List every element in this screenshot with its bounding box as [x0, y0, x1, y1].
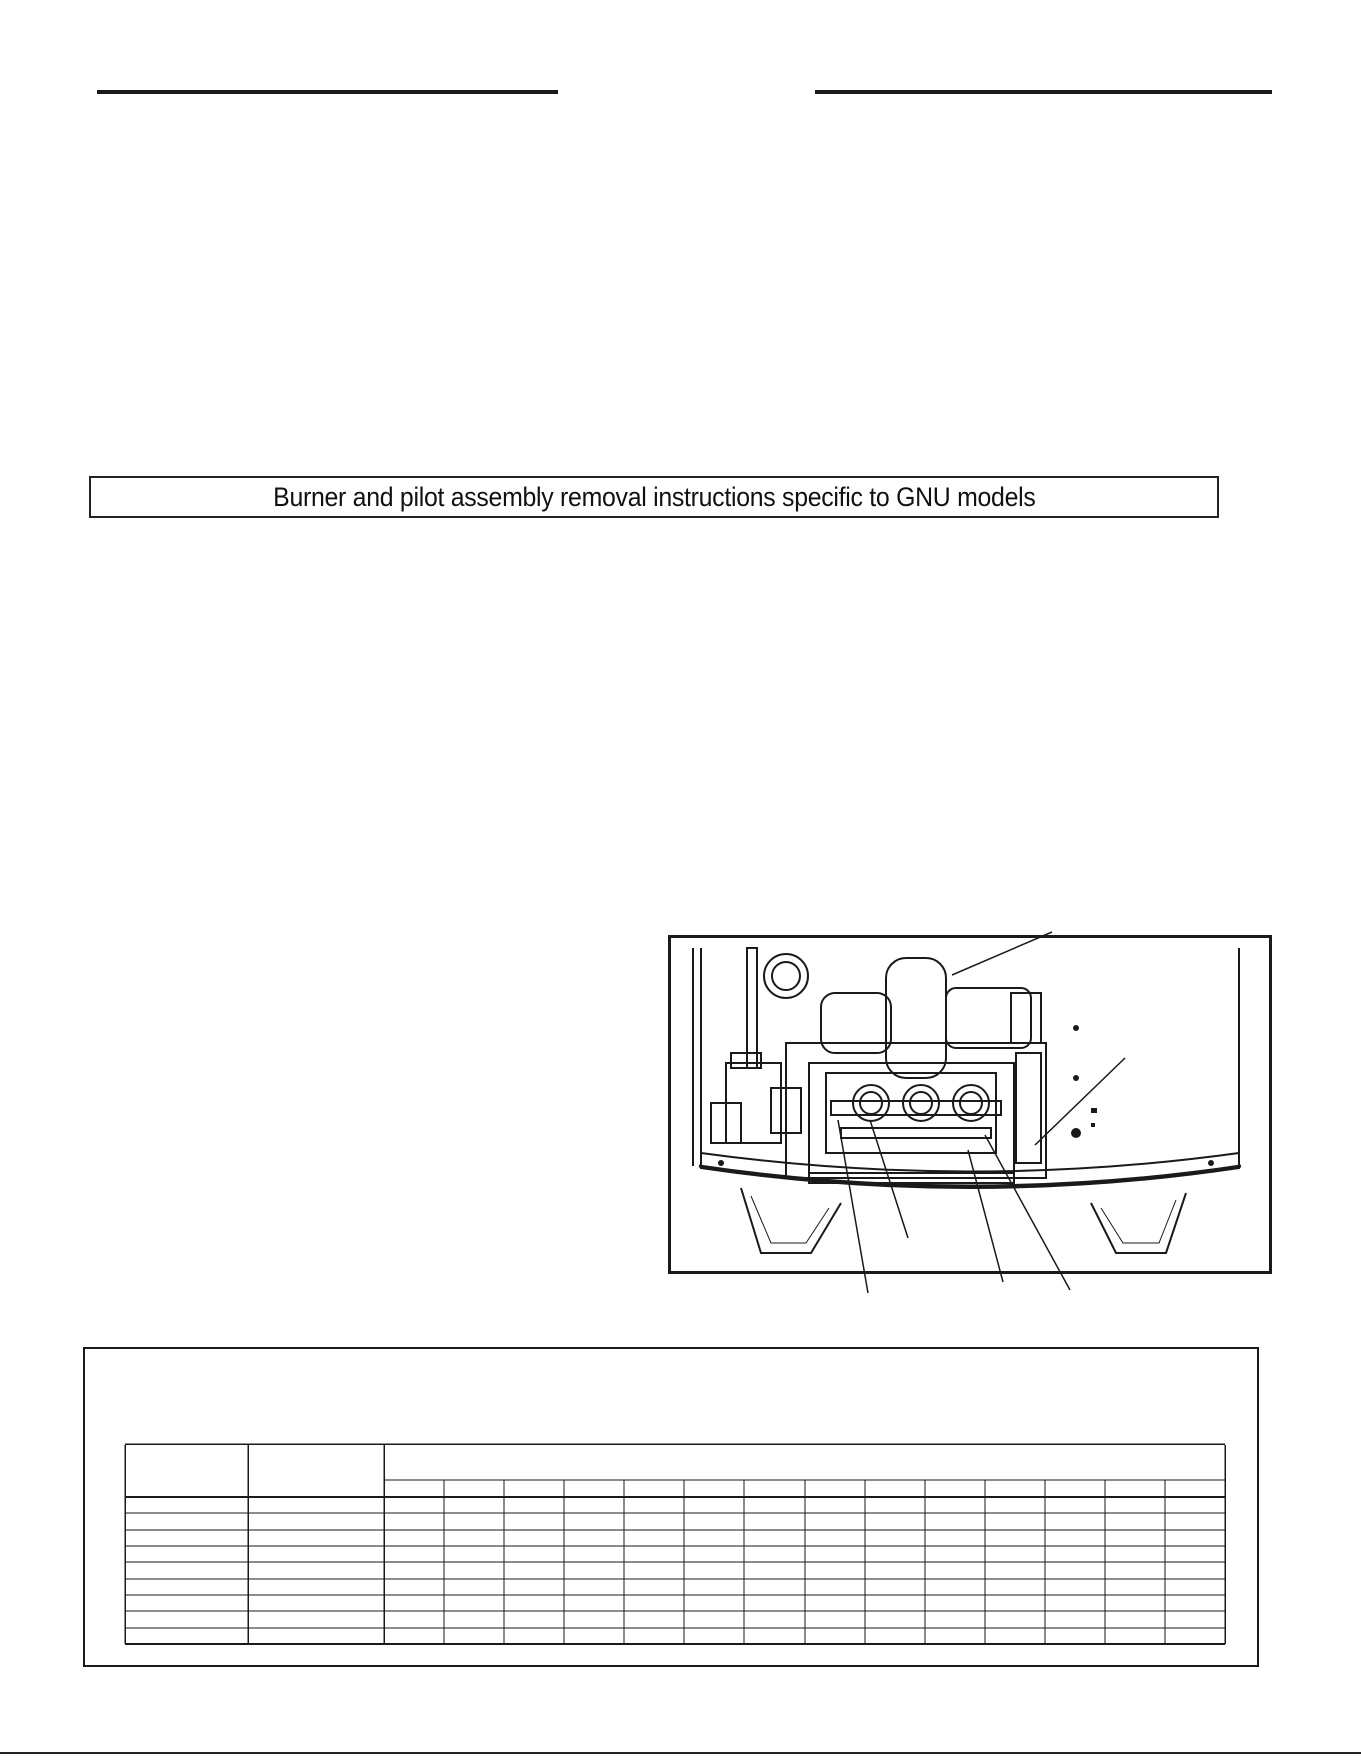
burner-assembly-illustration — [671, 938, 1269, 1271]
top-right-rule — [815, 90, 1272, 94]
data-table-frame — [83, 1347, 1259, 1667]
burner-assembly-figure — [668, 935, 1272, 1274]
data-table-grid — [85, 1349, 1257, 1665]
bottom-rule — [0, 1752, 1361, 1754]
section-banner — [89, 476, 1219, 518]
section-banner-title: Burner and pilot assembly removal instructions specific to GNU models — [272, 481, 1036, 512]
top-left-rule — [97, 90, 558, 94]
